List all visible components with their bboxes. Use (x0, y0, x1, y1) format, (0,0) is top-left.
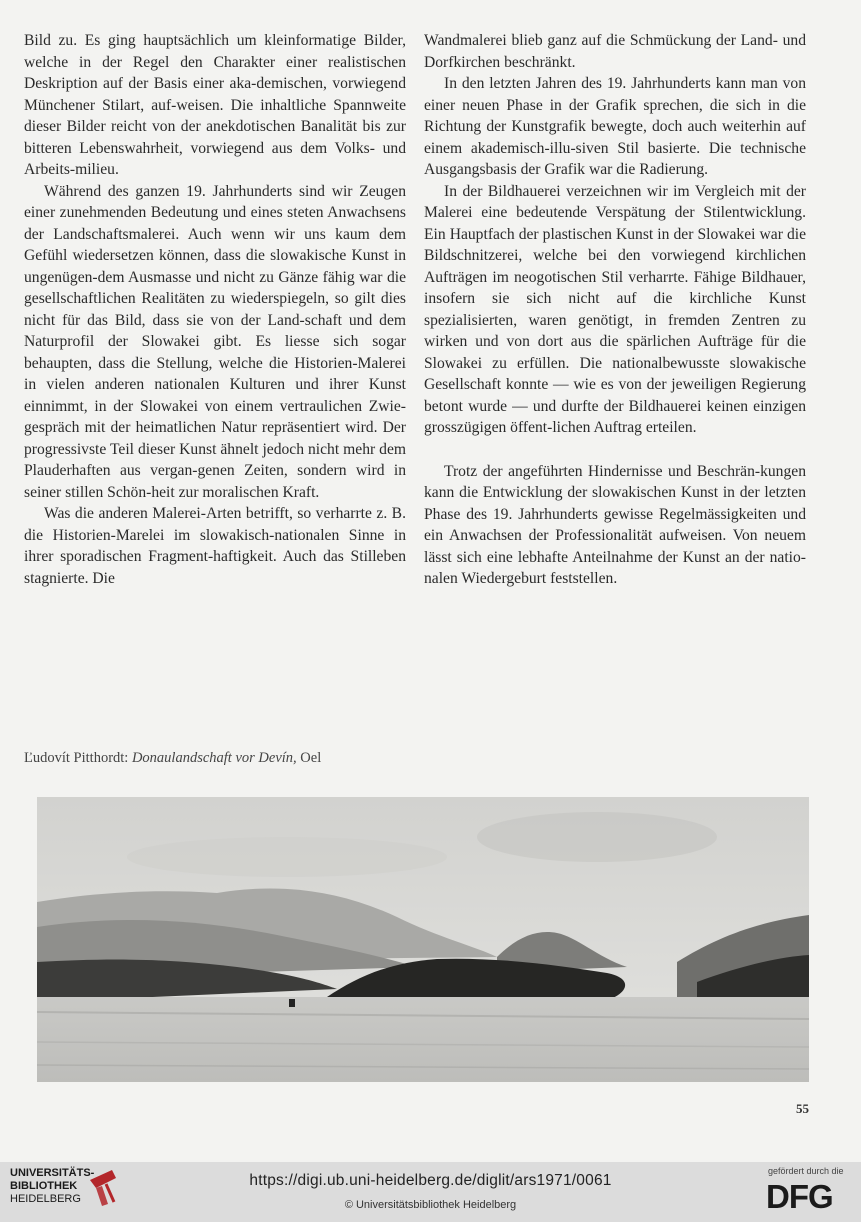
paragraph: Während des ganzen 19. Jahrhunderts sind wir Zeugen einer zunehmenden Bedeutung und eines steten Anwachsens der Landschaftsmalerei. Auch wenn wir uns kaum dem Gefühl wiedersetzen können, dass die slowakische Kunst in ungenügen-dem Ausmasse und nicht zu Gänze fähig war die gesellschaftlichen Realitäten zu wiederspiegeln, so gilt dies nicht für das Bild, dass sie von der Land-schaft und dem Naturprofil der Slowakei gibt. Es liesse sich sogar behaupten, dass die Stellung, welche die Historien-Malerei in vielen anderen nationalen Kulturen und ihrer Kunst einnimmt, in der Slowakei von einem vertraulichen Zwie-gespräch mit der heimatlichen Natur repräsentiert wird. Der progressivste Teil dieser Kunst ähnelt jedoch nicht mehr dem Plauderhaften aus vergan-genen Zeiten, sondern wird in seiner stillen Schön-heit zur moralischen Kraft. (24, 182, 406, 501)
page-number: 55 (796, 1101, 809, 1116)
landscape-painting-image (37, 797, 809, 1082)
paragraph: In der Bildhauerei verzeichnen wir im Vergleich mit der Malerei eine bedeutende Verspätung der Stilentwicklung. Ein Hauptfach der plastischen Kunst in der Slowakei war die Bildschnitzerei, welche bei den vorwiegend kirchlichen Aufträgen im neogotischen Stil verharrte. Fähige Bildhauer, insofern sie sich nicht auf die kirchliche Kunst spezialisierten, waren genötigt, in fremden Zentren zu wirken und von dort aus die spärlichen Aufträge für die Slowakei zu erfüllen. Die nationalbewusste slowakische Gesellschaft konnte — wie es von der jeweiligen Regierung betont wurde — und durfte der Bildhauerei keinen einzigen grosszügigen öffent-lichen Auftrag erteilen. (424, 182, 806, 436)
left-text-column (24, 30, 406, 589)
paragraph: Was die anderen Malerei-Arten betrifft, so verharrte z. B. die Historien-Marelei im slowakisch-nationalen Sinne in ihrer sporadischen Fragment-haftigkeit. Auch das Stilleben stagnierte. Die (24, 505, 406, 587)
paragraph: In den letzten Jahren des 19. Jahrhunderts kann man von einer neuen Phase in der Grafik sprechen, die sich in die Richtung der Kunstgrafik bewegte, doch auch weiterhin auf einem akademisch-illu-siven Stil basierte. Die technische Ausgangsbasis der Grafik war die Radierung. (424, 75, 806, 178)
dfg-logo[interactable]: DFG (766, 1178, 833, 1215)
funder-note: gefördert durch die (768, 1166, 844, 1176)
caption-medium: Oel (300, 750, 322, 766)
library-logo-text[interactable]: UNIVERSITÄTS- BIBLIOTHEK HEIDELBERG (10, 1167, 95, 1205)
right-text-column (424, 30, 806, 590)
permalink-url[interactable]: https://digi.ub.uni-heidelberg.de/diglit/ars1971/0061 (249, 1172, 612, 1189)
paragraph: Wandmalerei blieb ganz auf die Schmückung der Land- und Dorfkirchen beschränkt. (424, 32, 806, 71)
paragraph: Bild zu. Es ging hauptsächlich um kleinformatige Bilder, welche in der Regel den Charakter einer realistischen Deskription auf der Basis einer aka-demischen, vorwiegend Münchener Stilart, auf-weisen. Die inhaltliche Spannweite dieser Bilder reicht von der anekdotischen Banalität bis zur bitteren Lebenswahrheit, vorwiegend aus dem Volks- und Arbeits-milieu. (24, 32, 406, 178)
paragraph: Trotz der angeführten Hindernisse und Beschrän-kungen kann die Entwicklung der slowakischen Kunst in der letzten Phase des 19. Jahrhunderts gewisse Regelmässigkeiten und ein Anwachsen der Professionalität aufweisen. Von neuem lässt sich eine lebhafte Anteilnahme der Kunst an der natio-nalen Wiedergeburt feststellen. (424, 462, 806, 587)
figure-caption (24, 750, 321, 767)
caption-title: Donaulandschaft vor Devín, (131, 750, 297, 766)
caption-artist: Ľudovít Pitthordt: (24, 750, 129, 766)
footer-bar (0, 1162, 861, 1222)
copyright-notice: © Universitätsbibliothek Heidelberg (344, 1199, 517, 1211)
